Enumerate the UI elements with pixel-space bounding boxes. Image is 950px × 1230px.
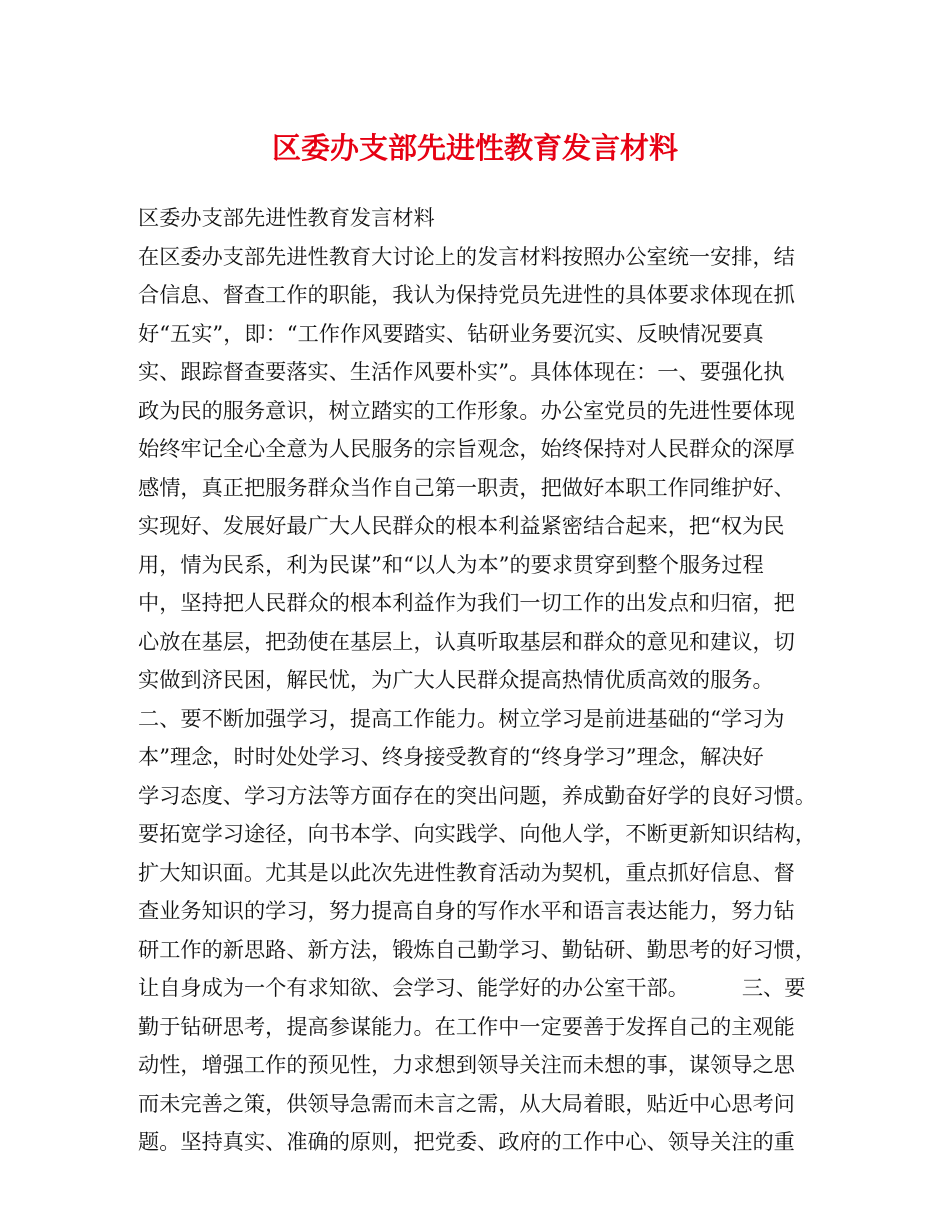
body-line: 而未完善之策，供领导急需而未言之需，从大局着眼，贴近中心思考问 [138, 1090, 795, 1116]
body-line: 在区委办支部先进性教育大讨论上的发言材料按照办公室统一安排，结 [138, 243, 795, 269]
body-line: 二、要不断加强学习，提高工作能力。树立学习是前进基础的“学习为 [138, 705, 785, 731]
body-line: 心放在基层，把劲使在基层上，认真听取基层和群众的意见和建议，切 [138, 628, 795, 654]
body-line: 中，坚持把人民群众的根本利益作为我们一切工作的出发点和归宿，把 [138, 590, 795, 615]
body-line: 动性，增强工作的预见性，力求想到领导关注而未想的事，谋领导之思 [138, 1052, 795, 1077]
body-line: 合信息、督查工作的职能，我认为保持党员先进性的具体要求体现在抓 [138, 282, 795, 307]
body-line: 要拓宽学习途径，向书本学、向实践学、向他人学，不断更新知识结构， [138, 821, 817, 846]
body-line: 政为民的服务意识，树立踏实的工作形象。办公室党员的先进性要体现 [138, 397, 795, 423]
body-line: 感情，真正把服务群众当作自己第一职责，把做好本职工作同维护好、 [138, 474, 795, 500]
body-line: 实、跟踪督查要落实、生活作风要朴实”。具体体现在：一、要强化执 [138, 359, 785, 384]
document-title: 区委办支部先进性教育发言材料 [271, 131, 678, 165]
body-line: 查业务知识的学习，努力提高自身的写作水平和语言表达能力，努力钻 [138, 898, 795, 923]
body-line: 勤于钻研思考，提高参谋能力。在工作中一定要善于发挥自己的主观能 [138, 1013, 795, 1039]
body-line: 学习态度、学习方法等方面存在的突出问题，养成勤奋好学的良好习惯。 [138, 782, 817, 808]
body-line: 好“五实”，即：“工作作风要踏实、钻研业务要沉实、反映情况要真 [138, 320, 764, 346]
body-line: 区委办支部先进性教育发言材料 [138, 205, 435, 230]
body-line: 用，情为民系，利为民谋”和“以人为本”的要求贯穿到整个服务过程 [138, 551, 764, 577]
body-line: 扩大知识面。尤其是以此次先进性教育活动为契机，重点抓好信息、督 [138, 859, 795, 885]
body-line: 始终牢记全心全意为人民服务的宗旨观念，始终保持对人民群众的深厚 [138, 436, 795, 461]
body-line: 本”理念，时时处处学习、终身接受教育的“终身学习”理念，解决好 [138, 744, 764, 769]
body-line: 实现好、发展好最广大人民群众的根本利益紧密结合起来，把“权为民 [138, 513, 785, 538]
document-body [138, 199, 821, 1162]
body-line: 实做到济民困，解民忧，为广大人民群众提高热情优质高效的服务。 [138, 667, 774, 692]
body-line: 让自身成为一个有求知欲、会学习、能学好的办公室干部。 三、要 [138, 975, 806, 1000]
body-line: 研工作的新思路、新方法，锻炼自己勤学习、勤钻研、勤思考的好习惯， [138, 936, 817, 962]
body-line: 题。坚持真实、准确的原则，把党委、政府的工作中心、领导关注的重 [138, 1129, 795, 1154]
